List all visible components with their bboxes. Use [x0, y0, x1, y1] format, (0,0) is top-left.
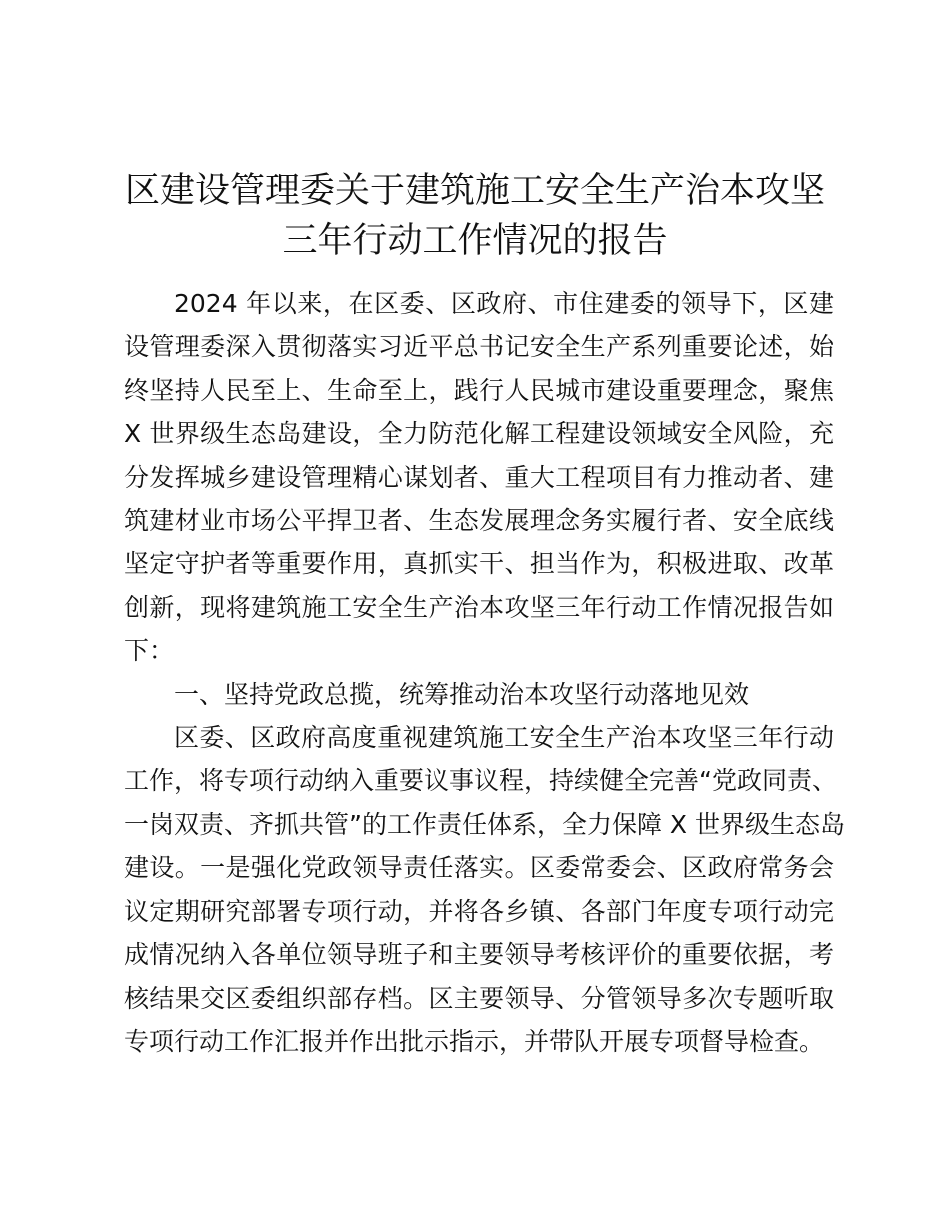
title-line-2: 三年行动工作情况的报告 — [282, 221, 668, 261]
paragraph-intro — [124, 282, 834, 673]
text-line: 议定期研究部署专项行动，并将各乡镇、各部门年度专项行动完 — [124, 896, 834, 926]
text-line: 分发挥城乡建设管理精心谋划者、重大工程项目有力推动者、建 — [124, 462, 834, 492]
text-line: 坚定守护者等重要作用，真抓实干、担当作为，积极进取、改革 — [124, 549, 834, 579]
document-title — [120, 166, 830, 266]
text-line: 2024 年以来，在区委、区政府、市住建委的领导下，区建 — [174, 289, 834, 318]
text-line: 终坚持人民至上、生命至上，践行人民城市建设重要理念，聚焦 — [124, 375, 834, 405]
text-line: 核结果交区委组织部存档。区主要领导、分管领导多次专题听取 — [124, 983, 834, 1013]
text-line: 专项行动工作汇报并作出批示指示，并带队开展专项督导检查。 — [124, 1026, 825, 1056]
text-line: 筑建材业市场公平捍卫者、生态发展理念务实履行者、安全底线 — [124, 506, 834, 536]
text-line: 一岗双责、齐抓共管”的工作责任体系，全力保障 X 世界级生态岛 — [124, 809, 845, 839]
title-line-1: 区建设管理委关于建筑施工安全生产治本攻坚 — [124, 171, 825, 211]
paragraph-section-1 — [124, 716, 845, 1063]
text-line: 区委、区政府高度重视建筑施工安全生产治本攻坚三年行动 — [174, 723, 834, 753]
text-line: X 世界级生态岛建设，全力防范化解工程建设领域安全风险，充 — [124, 419, 834, 449]
text-line: 建设。一是强化党政领导责任落实。区委常委会、区政府常务会 — [124, 853, 834, 883]
text-line: 下： — [124, 636, 175, 666]
text-line: 设管理委深入贯彻落实习近平总书记安全生产系列重要论述，始 — [124, 332, 834, 362]
text-line: 成情况纳入各单位领导班子和主要领导考核评价的重要依据，考 — [124, 940, 834, 970]
text-line: 创新，现将建筑施工安全生产治本攻坚三年行动工作情况报告如 — [124, 592, 834, 622]
document-body — [124, 282, 845, 1063]
section-heading: 一、坚持党政总揽，统筹推动治本攻坚行动落地见效 — [174, 679, 750, 709]
text-line: 工作，将专项行动纳入重要议事议程，持续健全完善“党政同责、 — [124, 766, 837, 796]
